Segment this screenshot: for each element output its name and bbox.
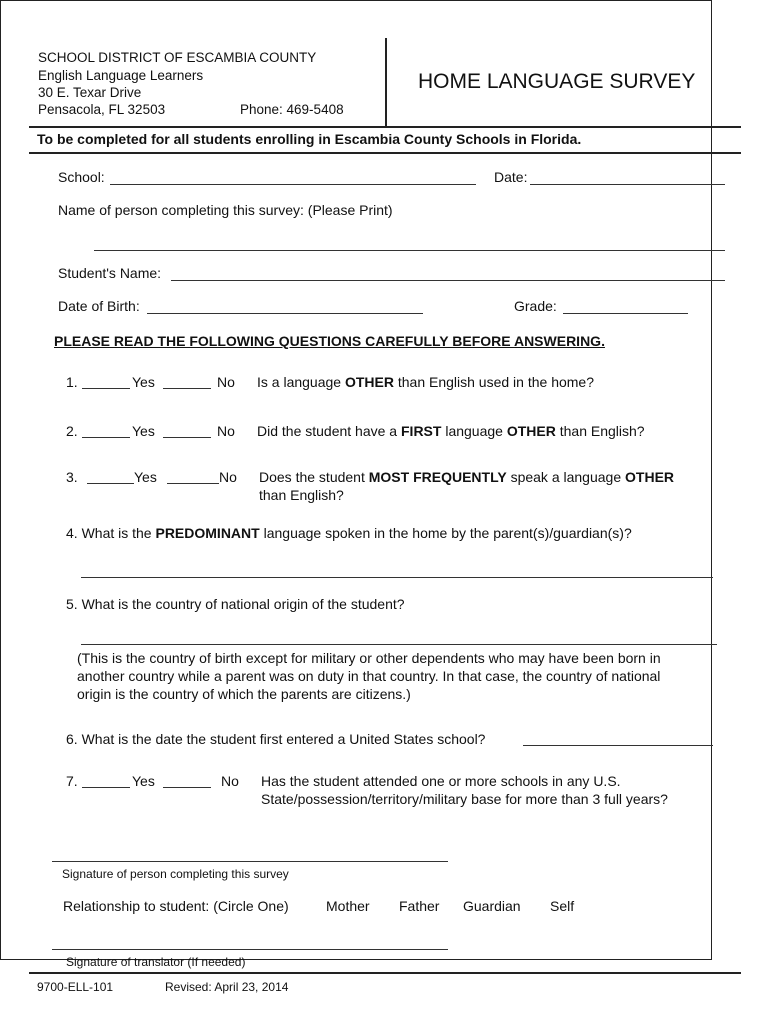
q6-text: 6. What is the date the student first entered a United States school? — [66, 731, 486, 747]
date-label: Date: — [494, 169, 528, 185]
grade-field[interactable] — [563, 313, 688, 314]
q5-answer-field[interactable] — [81, 644, 717, 645]
date-field[interactable] — [530, 184, 725, 185]
q2-text: Did the student have a FIRST language OTHER than English? — [257, 423, 645, 439]
dob-field[interactable] — [147, 313, 423, 314]
relationship-option-self[interactable]: Self — [550, 898, 575, 914]
student-name-field[interactable] — [171, 280, 725, 281]
school-field[interactable] — [110, 184, 476, 185]
footer-divider — [29, 972, 741, 974]
q1-yes-blank[interactable] — [82, 388, 130, 389]
header-divider-horizontal — [29, 126, 741, 128]
translator-signature-label: Signature of translator (If needed) — [66, 955, 246, 969]
school-label: School: — [58, 169, 105, 185]
person-name-field[interactable] — [94, 250, 725, 251]
relationship-option-mother[interactable]: Mother — [326, 898, 370, 914]
form-id: 9700-ELL-101 — [37, 980, 114, 994]
relationship-option-guardian[interactable]: Guardian — [463, 898, 521, 914]
q5-note-line3: origin is the country of which the parents are citizens.) — [77, 686, 411, 702]
q3-no-blank[interactable] — [167, 483, 219, 484]
relationship-label: Relationship to student: (Circle One) — [63, 898, 289, 914]
q1-no-label: No — [217, 374, 235, 390]
q4-text: 4. What is the PREDOMINANT language spoken in the home by the parent(s)/guardian(s)? — [66, 525, 632, 541]
phone-number: Phone: 469-5408 — [240, 102, 344, 117]
q1-number: 1. — [66, 374, 78, 390]
q2-yes-label: Yes — [132, 423, 155, 439]
q5-text: 5. What is the country of national origin of the student? — [66, 596, 405, 612]
q2-no-blank[interactable] — [163, 437, 211, 438]
instruction-divider — [29, 152, 741, 154]
person-signature-label: Signature of person completing this survey — [62, 867, 289, 881]
grade-label: Grade: — [514, 298, 557, 314]
q7-text-line2: State/possession/territory/military base for more than 3 full years? — [261, 791, 668, 807]
q2-yes-blank[interactable] — [82, 437, 130, 438]
translator-signature-field[interactable] — [52, 949, 448, 950]
person-name-label: Name of person completing this survey: (Please Print) — [58, 202, 393, 218]
q2-number: 2. — [66, 423, 78, 439]
q7-yes-label: Yes — [132, 773, 155, 789]
program-name: English Language Learners — [38, 68, 204, 83]
q7-text-line1: Has the student attended one or more schools in any U.S. — [261, 773, 621, 789]
q1-no-blank[interactable] — [163, 388, 211, 389]
read-notice: PLEASE READ THE FOLLOWING QUESTIONS CAREFULLY BEFORE ANSWERING. — [54, 333, 605, 349]
student-name-label: Student's Name: — [58, 265, 162, 281]
street-address: 30 E. Texar Drive — [38, 85, 142, 100]
relationship-option-father[interactable]: Father — [399, 898, 440, 914]
dob-label: Date of Birth: — [58, 298, 140, 314]
q5-note-line2: another country while a parent was on duty in that country. In that case, the country of national — [77, 668, 661, 684]
q5-note-line1: (This is the country of birth except for military or other dependents who may have been born in — [77, 650, 661, 666]
form-title: HOME LANGUAGE SURVEY — [418, 70, 696, 93]
q3-yes-label: Yes — [134, 469, 157, 485]
q7-yes-blank[interactable] — [82, 787, 130, 788]
city-address: Pensacola, FL 32503 — [38, 102, 166, 117]
q7-no-blank[interactable] — [163, 787, 211, 788]
q3-yes-blank[interactable] — [87, 483, 134, 484]
q1-yes-label: Yes — [132, 374, 155, 390]
q4-answer-field[interactable] — [81, 577, 713, 578]
revision-date: Revised: April 23, 2014 — [165, 980, 289, 994]
person-signature-field[interactable] — [52, 861, 448, 862]
q3-text: Does the student MOST FREQUENTLY speak a language OTHER — [259, 469, 675, 485]
q3-text-line2: than English? — [259, 487, 344, 503]
header-divider-vertical — [385, 38, 387, 127]
q7-no-label: No — [221, 773, 239, 789]
q3-number: 3. — [66, 469, 78, 485]
district-name: SCHOOL DISTRICT OF ESCAMBIA COUNTY — [38, 50, 317, 65]
q3-no-label: No — [219, 469, 237, 485]
q6-answer-field[interactable] — [523, 745, 713, 746]
q1-text: Is a language OTHER than English used in the home? — [257, 374, 594, 390]
q2-no-label: No — [217, 423, 235, 439]
instruction-text: To be completed for all students enrolling in Escambia County Schools in Florida. — [37, 131, 582, 147]
q7-number: 7. — [66, 773, 78, 789]
